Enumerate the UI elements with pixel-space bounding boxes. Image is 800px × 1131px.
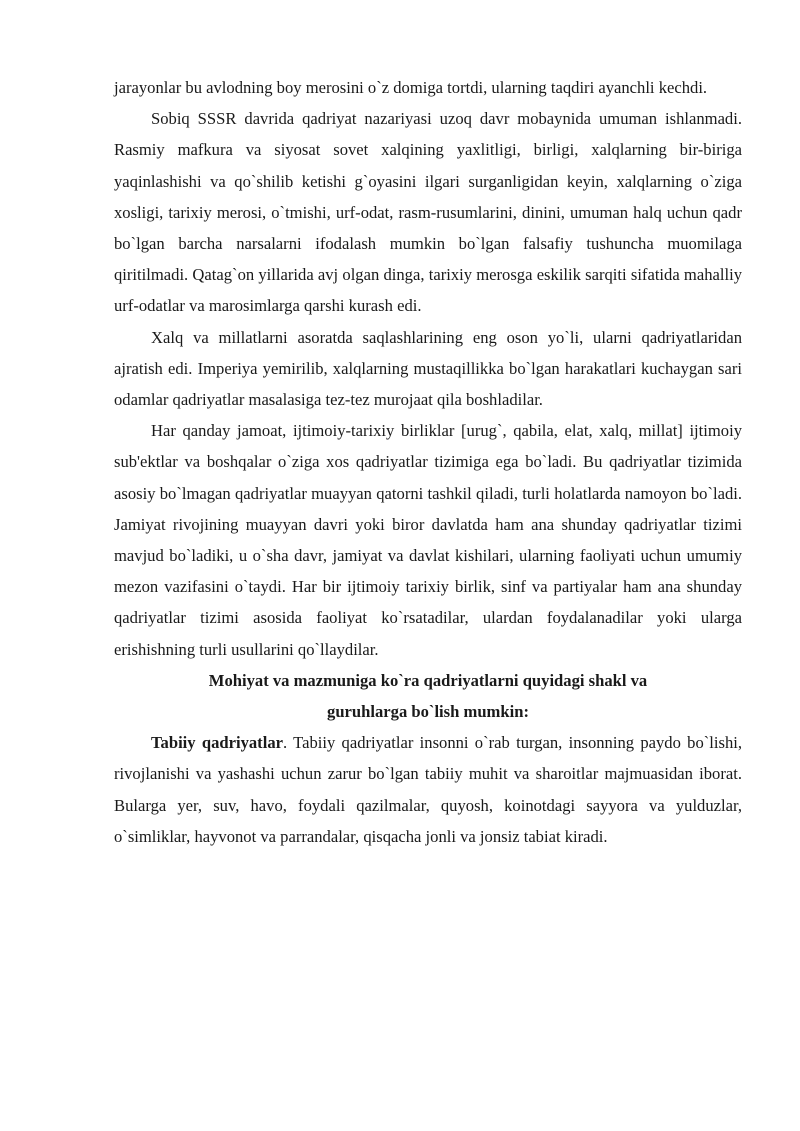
- section-heading-line-2: guruhlarga bo`lish mumkin:: [327, 702, 529, 722]
- paragraph-xalq: Xalq va millatlarni asoratda saqlashlarining eng oson yo`li, ularni qadriyatlaridan ajratish edi. Imperiya yemirilib, xalqlarning mustaqillikka bo`lgan harakatlari kuchaygan sari odamlar qadriyatlar masalasiga tez-tez murojaat qila boshladilar.: [114, 327, 742, 410]
- paragraph-sssr: Sobiq SSSR davrida qadriyat nazariyasi uzoq davr mobaynida umuman ishlanmadi. Rasmiy mafkura va siyosat sovet xalqining yaxlitligi, birligi, xalqlarning bir-biriga yaqinlashishi va qo`shilib ketishi g`oyasini ilgari surganligidan keyin, xalqlarning o`ziga xosligi, tarixiy merosi, o`tmishi, urf-odat, rasm-rusumlarini, dinini, umuman halq uchun qadr bo`lgan barcha narsalarni ifodalash mumkin bo`lgan falsafiy tushuncha muomilaga qiritilmadi. Qatag`on yillarida avj olgan dinga, tarixiy merosga eskilik sarqiti sifatida mahalliy urf-odatlar va marosimlarga qarshi kurash edi.: [114, 109, 742, 316]
- document-page: [114, 72, 742, 852]
- paragraph-jamoat: Har qanday jamoat, ijtimoiy-tarixiy birliklar [urug`, qabila, elat, xalq, millat] ijtimoiy sub'ektlar va boshqalar o`ziga xos qadriyatlar tizimiga ega bo`ladi. Bu qadriyatlar tizimida asosiy bo`lmagan qadriyatlar muayyan qatorni tashkil qiladi, turli holatlarda namoyon bo`ladi. Jamiyat rivojining muayyan davri yoki biror davlatda ham ana shunday qadriyatlar tizimi mavjud bo`ladiki, u o`sha davr, jamiyat va davlat kishilari, ularning faoliyati uchun umumiy mezon vazifasini o`taydi. Har bir ijtimoiy tarixiy birlik, sinf va partiyalar ham ana shunday qadriyatlar tizimi asosida faoliyat ko`rsatadilar, ulardan foydalanadilar yoki ularga erishishning turli usullarini qo`llaydilar.: [114, 421, 742, 659]
- section-heading: [114, 665, 742, 727]
- term-tabiiy-qadriyatlar: Tabiiy qadriyatlar: [151, 733, 283, 753]
- paragraph-continuation: jarayonlar bu avlodning boy merosini o`z domiga tortdi, ularning taqdiri ayanchli kechdi.: [114, 78, 708, 97]
- paragraph-tabiiy: [114, 727, 742, 852]
- section-heading-line-1: Mohiyat va mazmuniga ko`ra qadriyatlarni quyidagi shakl va: [208, 670, 648, 690]
- paragraph-tabiiy-text: . Tabiiy qadriyatlar insonni o`rab turgan, insonning paydo bo`lishi, rivojlanishi va yashashi uchun zarur bo`lgan tabiiy muhit va sharoitlar majmuasidan iborat. Bularga yer, suv, havo, foydali qazilmalar, quyosh, koinotdagi sayyora va yulduzlar, o`simliklar, hayvonot va parrandalar, qisqacha jonli va jonsiz tabiat kiradi.: [114, 733, 742, 846]
